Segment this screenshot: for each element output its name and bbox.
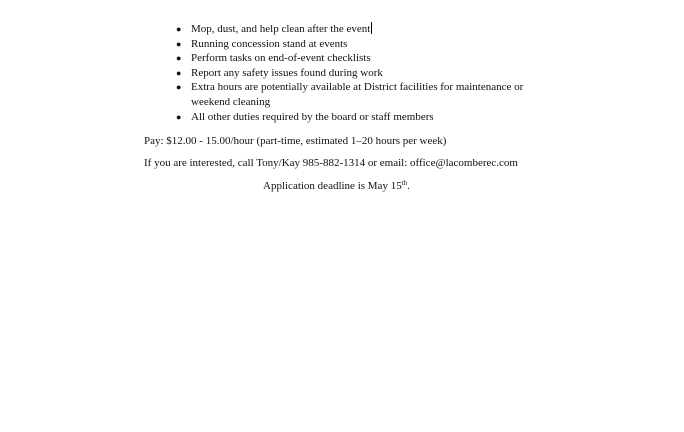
deadline-period: .: [407, 180, 410, 192]
duty-text: Report any safety issues found during work: [191, 66, 383, 79]
contact-paragraph: If you are interested, call Tony/Kay 985-882-1314 or email: office@lacomberec.com: [144, 157, 518, 169]
bullet-icon: ●: [176, 82, 182, 93]
list-item: [176, 80, 536, 109]
duty-text: Running concession stand at events: [191, 37, 348, 50]
list-item: [176, 66, 536, 81]
list-item: [176, 110, 536, 125]
list-item: [176, 51, 536, 66]
bullet-icon: ●: [176, 38, 182, 49]
duty-text: Mop, dust, and help clean after the event: [191, 23, 371, 35]
deadline-text: Application deadline is May 15: [263, 180, 402, 192]
text-cursor: [371, 22, 372, 34]
deadline-paragraph: [263, 179, 410, 193]
bullet-icon: ●: [176, 111, 182, 122]
list-item: [176, 22, 536, 37]
duty-text: Extra hours are potentially available at District facilities for maintenance or weekend cleaning: [191, 81, 524, 108]
ordinal-suffix: th: [401, 179, 408, 187]
bullet-icon: ●: [176, 67, 182, 78]
duty-text: Perform tasks on end-of-event checklists: [191, 52, 371, 65]
duties-list: [176, 22, 536, 124]
bullet-icon: ●: [176, 53, 182, 64]
duty-text: All other duties required by the board or staff members: [191, 110, 434, 123]
list-item: [176, 37, 536, 52]
bullet-icon: ●: [176, 24, 182, 34]
pay-paragraph: Pay: $12.00 - 15.00/hour (part-time, estimated 1–20 hours per week): [144, 135, 447, 147]
